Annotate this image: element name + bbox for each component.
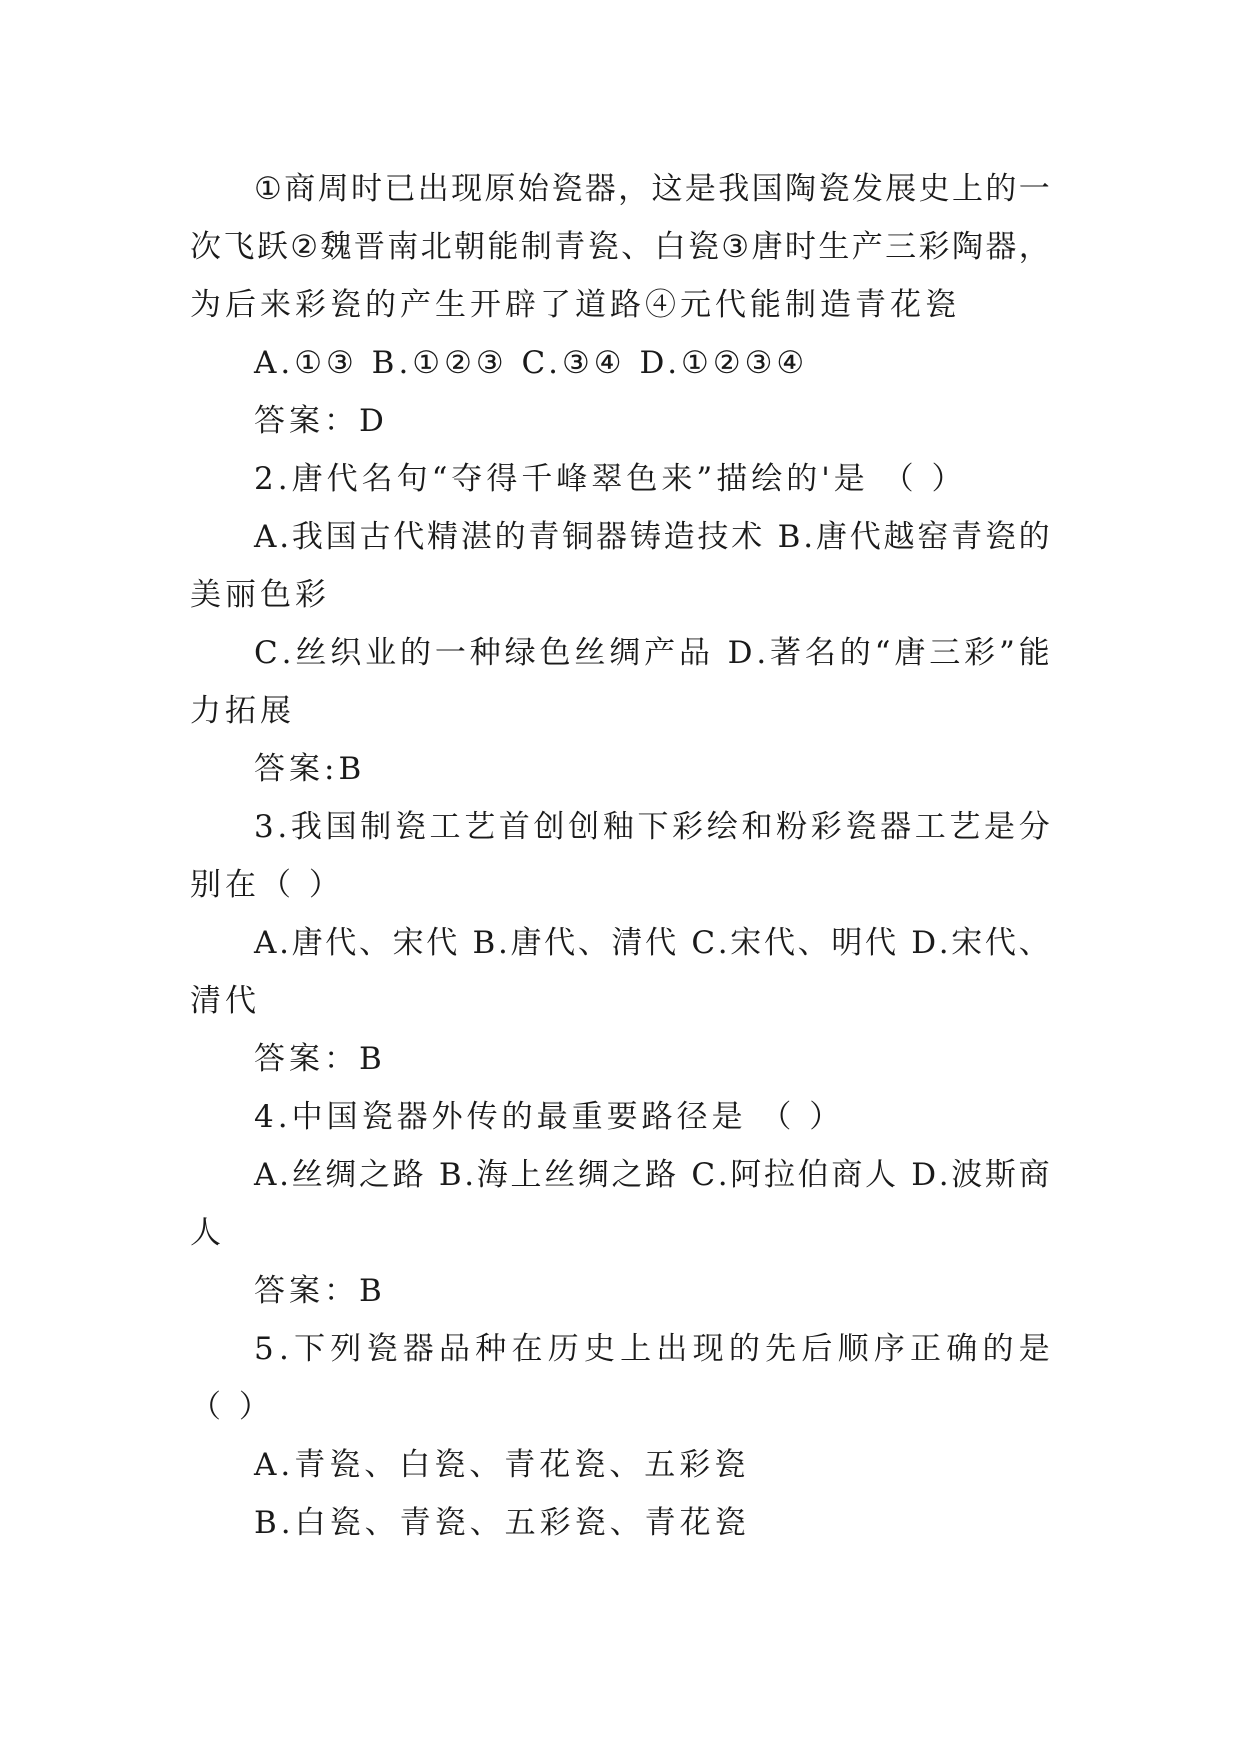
text-line: A.青瓷、白瓷、青花瓷、五彩瓷	[254, 1447, 750, 1483]
text-line: 答案：B	[254, 1041, 386, 1077]
text-line: 清代	[190, 983, 260, 1019]
text-line: 次 飞 跃 ② 魏 晋 南 北 朝 能 制 青 瓷 、 白 瓷 ③ 唐 时 生 产 三 彩 陶 器 ，	[190, 229, 1050, 265]
text-line: A . 丝 绸 之 路 B . 海 上 丝 绸 之 路 C . 阿 拉 伯 商 人 D . 波 斯 商	[254, 1157, 1050, 1193]
text-line: B.白瓷、青瓷、五彩瓷、青花瓷	[254, 1505, 750, 1541]
document-body	[190, 160, 1050, 1552]
text-line: A . 我 国 古 代 精 湛 的 青 铜 器 铸 造 技 术 B . 唐 代 越 窑 青 瓷 的	[254, 519, 1050, 555]
text-line: 答案：D	[254, 403, 388, 439]
text-line: A.①③ B.①②③ C.③④ D.①②③④	[254, 345, 809, 381]
text-line: C . 丝 织 业 的 一 种 绿 色 丝 绸 产 品 D . 著 名 的 “ 唐 三 彩 ” 能	[254, 635, 1050, 671]
text-line: 答案:B	[254, 751, 366, 787]
text-line: 4.中国瓷器外传的最重要路径是 （ ）	[254, 1099, 845, 1135]
text-line: 别在（ ）	[190, 867, 344, 903]
text-line: 答案：B	[254, 1273, 386, 1309]
text-line: 力拓展	[190, 693, 295, 729]
text-line: 为后来彩瓷的产生开辟了道路④元代能制造青花瓷	[190, 287, 960, 323]
text-line: ① 商 周 时 已 出 现 原 始 瓷 器 ， 这 是 我 国 陶 瓷 发 展 史 上 的 一	[254, 171, 1050, 207]
text-line: 3 . 我 国 制 瓷 工 艺 首 创 创 釉 下 彩 绘 和 粉 彩 瓷 器 工 艺 是 分	[254, 809, 1050, 845]
text-line: （ ）	[190, 1389, 274, 1425]
text-line: 人	[190, 1215, 225, 1251]
text-line: 美丽色彩	[190, 577, 330, 613]
text-line: 5 . 下 列 瓷 器 品 种 在 历 史 上 出 现 的 先 后 顺 序 正 确 的 是	[254, 1331, 1050, 1367]
text-line: A . 唐 代 、 宋 代 B . 唐 代 、 清 代 C . 宋 代 、 明 代 D . 宋 代 、	[254, 925, 1050, 961]
text-line: 2.唐代名句“夺得千峰翠色来”描绘的'是 （ ）	[254, 461, 967, 497]
